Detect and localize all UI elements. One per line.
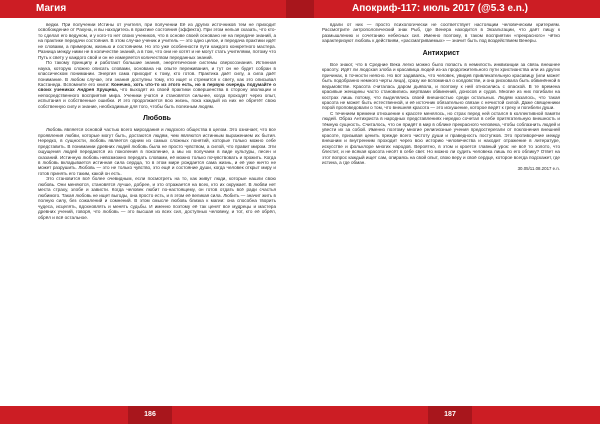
signature-date: 30.05/11.08.2017 e.n. — [517, 166, 560, 172]
bold-text: Конечно, хоть что-то из этого есть, но в первую очередь подумайте о своих учениках Андрея Хрущева, — [38, 81, 276, 93]
left-body-text — [38, 22, 276, 220]
text-run: Любовь является основой частью всего мироздания и людского общества в целом. Это означает, что все проявления любви, которые могут быть, достаются людям, чем являются истинным выражением их бытия. Нередко, в сущности, любовь является одним из самых сложных понятий, которые только можно себе представить. В понимании древних людей любовь была не просто чувством, а силой, что правит миром. Эти ощущения людей передаются из поколения в поколение, а мы их получаем в виде культуры, песен и сказаний. Истинную любовь невозможно передать словами, её можно только почувствовать и прожить. Когда в любовь вкладывается истинная сила сердца, то в этом мире рождается сама жизнь, и её уже ничто не может разрушить. Любовь — это не только чувство, это ещё и состояние души, когда человек открыт миру и готов принять его таким, какой он есть. — [38, 127, 276, 176]
right-page-header: Апокриф-117: июль 2017 (@5.3 e.n.) — [300, 0, 600, 18]
paragraph — [38, 176, 276, 220]
text-run: По такому принципу и работают большие знания, энергетические системы сверхсознания. Истинная наука, которую сложно описать словами, основана на опыте переживания, и тут он не будет собран в классическом понимании. Энергия сама приходит к тому, кто готов. Практика даёт силу, а сила даёт понимание. В любом случае, эти знания доступны тому, кто ищет и стремится к свету, как это описывал Кастанеда. Вспомните его книги: — [38, 60, 276, 87]
text-run: что выходят из своей практики совершенства в сторону эволюции и непосредственного восприятия мира. Ученики учатся и становятся сильнее, когда проходят через опыт, испытания и собственные ошибки. И это продолжается всю жизнь, пока каждый из них не обретёт свою собственную силу и знание, необходимые для того, чтобы быть полезным людям. — [38, 87, 276, 109]
right-body-text — [322, 22, 560, 172]
left-page-header: Магия — [0, 0, 300, 18]
paragraph — [38, 60, 276, 109]
text-run: вдали от них — просто психологически не соответствует настоящим человеческим критериям. Рассмотрите антропологический знак Рыб, где Венера находится в Экзальтации, что даёт пищу к размышлению и сочетанию небесных сил. Именно поэтому, в таком восприятии «прекрасного» чётко характеризуют любовь к действиям, «рассматриваемых» — значит быть под воздействием Венеры. — [322, 22, 560, 44]
text-run: С течением времени отношение к красоте менялось, но страх перед ней остался в коллективной памяти людей. Образ Антихриста в народных представлениях нередко сочетал в себе притягательную внешность и тёмную сущность. Считалось, что он придёт в мир в облике прекрасного человека, чтобы соблазнить людей и увести их за собой. Именно поэтому многие религиозные учения предостерегали от поклонения внешней красоте, призывая ценить прежде всего чистоту души и праведность поступков. Это противоречие между внешним и внутренним проходит через всю историю человечества и находит отражение в литературе, искусстве и фольклоре многих народов. Вероятно, в этом и кроется главный урок: не всё то золото, что блестит, и не всякая красота несёт в себе свет. Но можно ли судить человека лишь по его облику? Ответ на этот вопрос каждый ищет сам, опираясь на свой опыт, свою веру и своё сердце, которое всегда подскажет, где истина, а где обман. — [322, 110, 560, 165]
paragraph — [322, 62, 560, 111]
right-page — [300, 0, 600, 424]
text-run: ведки. При получении Истины от учителя, при получении Её из других источников тем не приходит освобождение от Рахуна, и вы находитесь в практике состояния (эффекта). При этом нельзя сказать, что кто-то сделал его ведуном, и у кого-то нет своих учеников, что в основе своей основано не на передаче знаний, а на практике передачи состояния. В этом случае ученик и учитель — это одно целое, и передача практики идёт не словами, а примером, жизнью и состоянием. Но это уже особенности пути каждого конкретного мастера. Разница между ними не в количестве знаний, а в том, что они не хотят и не могут стать учителями, потому что Путь к свету у каждого свой и он не измеряется количеством переданных знаний. — [38, 22, 276, 60]
left-page-number: 186 — [128, 406, 172, 424]
text-run: Это становится всё более очевидным, если посмотреть на то, как живут люди, которые нашли свою любовь. Они меняются, становятся лучше, добрее, и это отражается на всех, кто их окружает. В любви нет места страху, злобе и зависти. Когда человек любит по-настоящему, он готов отдать всё ради счастья любимого. Такая любовь не ищет выгоды, она просто есть, и в этом её великая сила. Любить — значит жить в полную силу, без сожалений и сомнений. В этом смысле любовь близка к магии: она способна творить чудеса, исцелять, вдохновлять и менять судьбы. И именно поэтому её так ценят все мудрецы и мастера древних учений, говоря, что любовь — это высшая из всех сил, доступных человеку, и тот, кто её обрёл, обрёл и всё остальное. — [38, 176, 276, 220]
right-page-number: 187 — [428, 406, 472, 424]
paragraph — [322, 111, 560, 166]
section-title: Любовь — [142, 115, 171, 123]
left-header-decoration — [286, 0, 300, 18]
paragraph — [38, 22, 276, 60]
section-title: Антихрист — [422, 49, 460, 57]
paragraph — [322, 22, 560, 44]
right-header-decoration — [300, 0, 314, 18]
text-run: Все знают, что в Средние Века легко можно было попасть в немилость инквизиции за связь внешнее красоту. Идёт ли людская злоба и красавица людей из-за продолжительного пути христианства или из других причинах, в точности неясно. Но вот задаваясь, что человек, увидев привлекательную красавицу (или может быть подобранно немного черты лица), сразу же вспоминал о колдовстве, и она рисковала быть обвинённой в ведьмовстве. Красота считалась даром дьявола, и поэтому к ней относились с опаской. В те времена красивые женщины часто становились жертвами обвинений, доносов и судов. Многие из них погибали на кострах лишь потому, что выделялись своей внешностью среди остальных. Людям казалось, что такая красота не может быть естественной, и её источник обязательно связан с нечистой силой. Даже священники порой проповедовали о том, что внешняя красота — это искушение, которое ведёт к греху и погибели души. — [322, 61, 560, 111]
paragraph — [38, 127, 276, 176]
